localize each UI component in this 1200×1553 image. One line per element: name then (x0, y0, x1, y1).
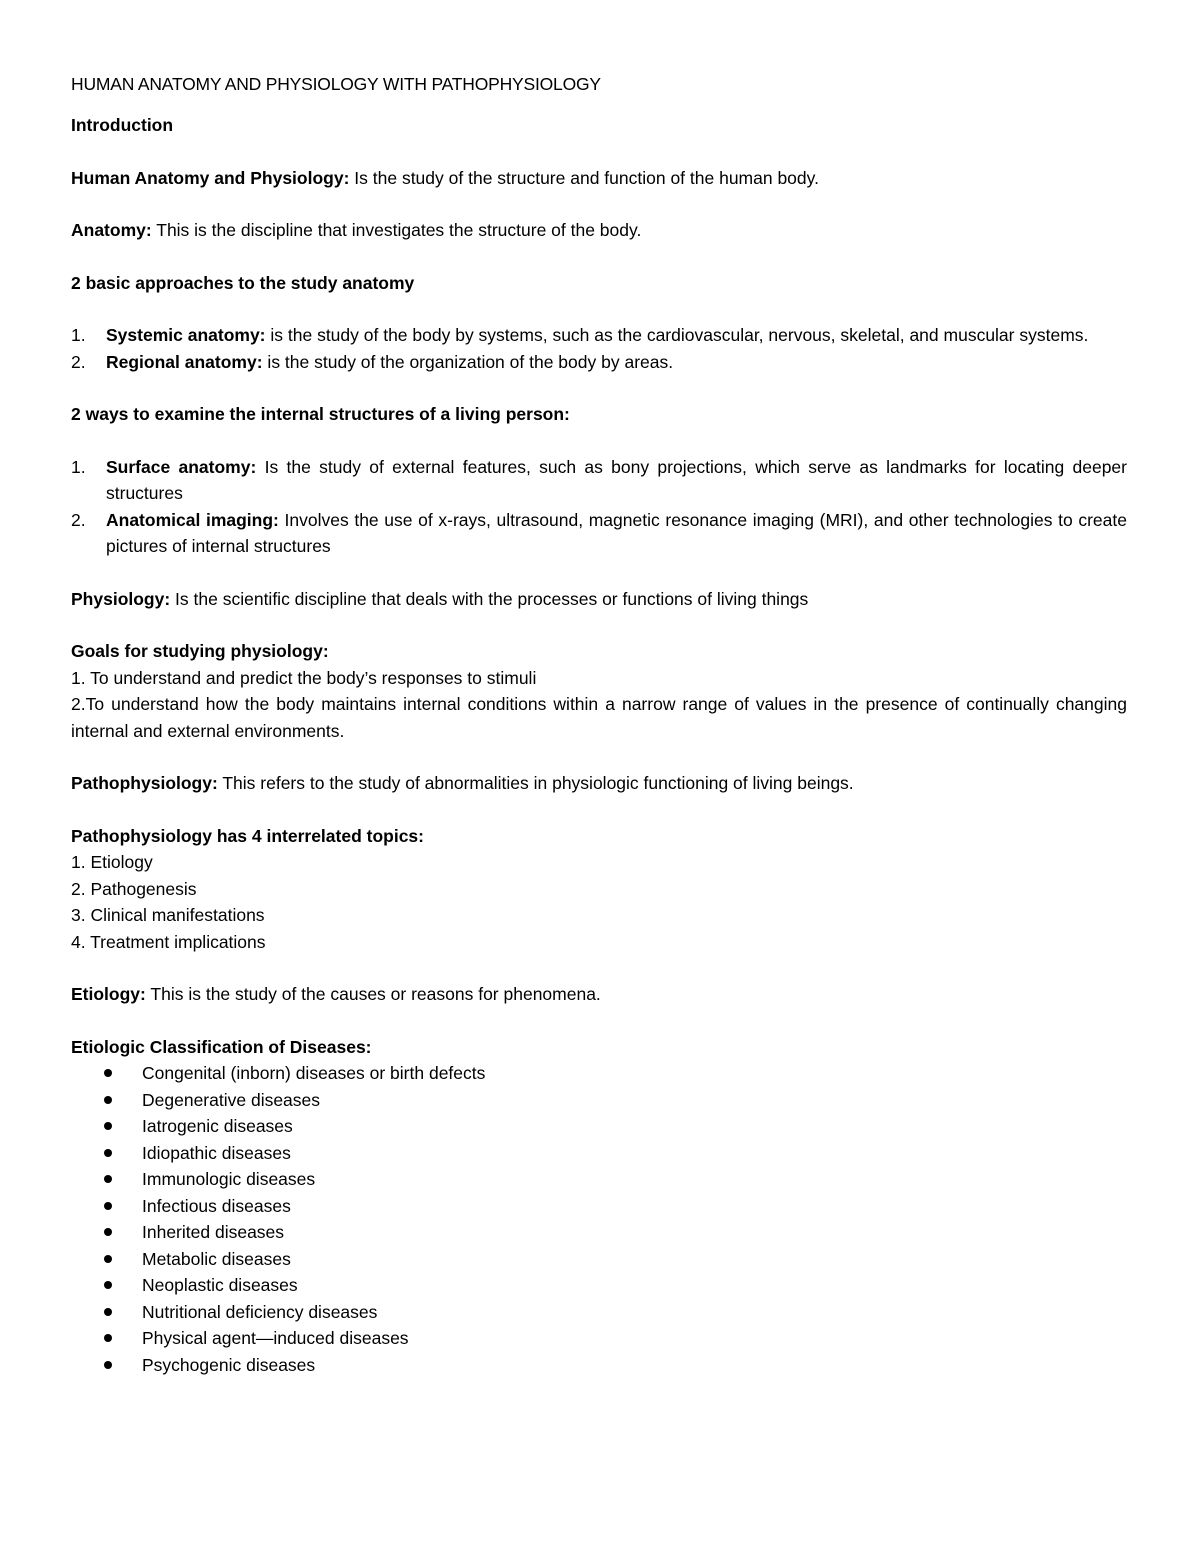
hap-definition (71, 165, 1127, 192)
goals-list (71, 665, 1127, 745)
surface-anatomy-text: Is the study of external features, such as bony projections, which serve as landmarks for locating deeper structures (106, 456, 1127, 503)
list-item-label: Metabolic diseases (142, 1248, 291, 1269)
list-item-label: Immunologic diseases (142, 1169, 316, 1189)
list-item: 2.To understand how the body maintains internal conditions within a narrow range of values in the presence of continually changing internal and external environments. (71, 694, 1127, 741)
list-number: 2. (71, 351, 86, 372)
list-item (71, 1325, 1127, 1352)
bullet-icon (104, 1096, 112, 1104)
list-item-label: Degenerative diseases (142, 1089, 321, 1110)
bullet-icon (104, 1361, 112, 1369)
systemic-anatomy-term: Systemic anatomy: (106, 325, 266, 345)
document-title: HUMAN ANATOMY AND PHYSIOLOGY WITH PATHOPHYSIOLOGY (71, 74, 601, 94)
hap-term: Human Anatomy and Physiology: (71, 167, 350, 188)
physiology-definition (71, 586, 1127, 613)
introduction-heading: Introduction (71, 115, 174, 135)
list-item: 3. Clinical manifestations (71, 905, 265, 925)
list-item (71, 1166, 1127, 1193)
etiology-definition (71, 981, 1127, 1008)
surface-anatomy-term: Surface anatomy: (106, 456, 257, 477)
list-item (71, 1246, 1127, 1273)
list-number: 1. (71, 456, 86, 477)
anatomy-definition (71, 217, 1127, 244)
systemic-anatomy-text: is the study of the body by systems, such as the cardiovascular, nervous, skeletal, and muscular systems. (265, 325, 1089, 345)
list-item-label: Physical agent—induced diseases (142, 1328, 409, 1348)
topics-heading: Pathophysiology has 4 interrelated topics: (71, 825, 424, 846)
list-item-label: Nutritional deficiency diseases (142, 1301, 378, 1322)
list-item (71, 1352, 1127, 1379)
list-item (71, 1272, 1127, 1299)
bullet-icon (104, 1334, 112, 1342)
regional-anatomy-term: Regional anatomy: (106, 351, 263, 372)
list-item: 1. Etiology (71, 852, 153, 872)
list-item (71, 1113, 1127, 1140)
anatomical-imaging-text: Involves the use of x-rays, ultrasound, magnetic resonance imaging (MRI), and other technologies to create pictures of internal structures (106, 509, 1127, 556)
list-item-label: Iatrogenic diseases (142, 1116, 293, 1136)
list-item-label: Infectious diseases (142, 1195, 291, 1216)
list-item (71, 507, 1127, 560)
classification-heading: Etiologic Classification of Diseases: (71, 1036, 372, 1057)
anatomical-imaging-term: Anatomical imaging: (106, 509, 279, 530)
hap-text: Is the study of the structure and function of the human body. (349, 167, 819, 188)
pathophysiology-text: This refers to the study of abnormalities in physiologic functioning of living beings. (217, 773, 854, 793)
ways-heading: 2 ways to examine the internal structures of a living person: (71, 404, 570, 424)
list-number: 2. (71, 509, 86, 530)
pathophysiology-term: Pathophysiology: (71, 773, 218, 793)
list-item (71, 1193, 1127, 1220)
bullet-icon (104, 1149, 112, 1157)
list-item: 2. Pathogenesis (71, 878, 197, 899)
bullet-icon (104, 1228, 112, 1236)
list-item-label: Psychogenic diseases (142, 1354, 316, 1375)
topics-list (71, 849, 1127, 955)
bullet-icon (104, 1281, 112, 1289)
list-item (71, 1140, 1127, 1167)
bullet-icon (104, 1202, 112, 1210)
list-item (71, 1060, 1127, 1087)
list-item: 4. Treatment implications (71, 931, 266, 952)
goals-heading: Goals for studying physiology: (71, 641, 329, 661)
etiology-text: This is the study of the causes or reasons for phenomena. (145, 984, 601, 1004)
classification-list (71, 1060, 1127, 1378)
list-item (71, 1087, 1127, 1114)
list-item-label: Congenital (inborn) diseases or birth defects (142, 1063, 486, 1083)
list-item-label: Idiopathic diseases (142, 1142, 291, 1163)
ways-list (71, 454, 1127, 560)
pathophysiology-definition (71, 770, 1127, 797)
physiology-term: Physiology: (71, 588, 171, 609)
list-item (71, 1299, 1127, 1326)
list-item (71, 1219, 1127, 1246)
physiology-text: Is the scientific discipline that deals with the processes or functions of living things (170, 588, 809, 609)
approaches-heading: 2 basic approaches to the study anatomy (71, 272, 415, 293)
list-item (71, 349, 1127, 376)
list-item-label: Neoplastic diseases (142, 1275, 298, 1295)
list-item (71, 454, 1127, 507)
approaches-list (71, 322, 1127, 375)
list-item-label: Inherited diseases (142, 1222, 285, 1242)
anatomy-term: Anatomy: (71, 220, 152, 240)
list-item: 1. To understand and predict the body’s responses to stimuli (71, 667, 537, 688)
bullet-icon (104, 1122, 112, 1130)
list-number: 1. (71, 325, 86, 345)
document-body (71, 70, 1127, 1378)
bullet-icon (104, 1308, 112, 1316)
bullet-icon (104, 1175, 112, 1183)
etiology-term: Etiology: (71, 984, 146, 1004)
list-item (71, 322, 1127, 349)
anatomy-text: This is the discipline that investigates the structure of the body. (151, 220, 642, 240)
regional-anatomy-text: is the study of the organization of the body by areas. (262, 351, 674, 372)
bullet-icon (104, 1069, 112, 1077)
bullet-icon (104, 1255, 112, 1263)
